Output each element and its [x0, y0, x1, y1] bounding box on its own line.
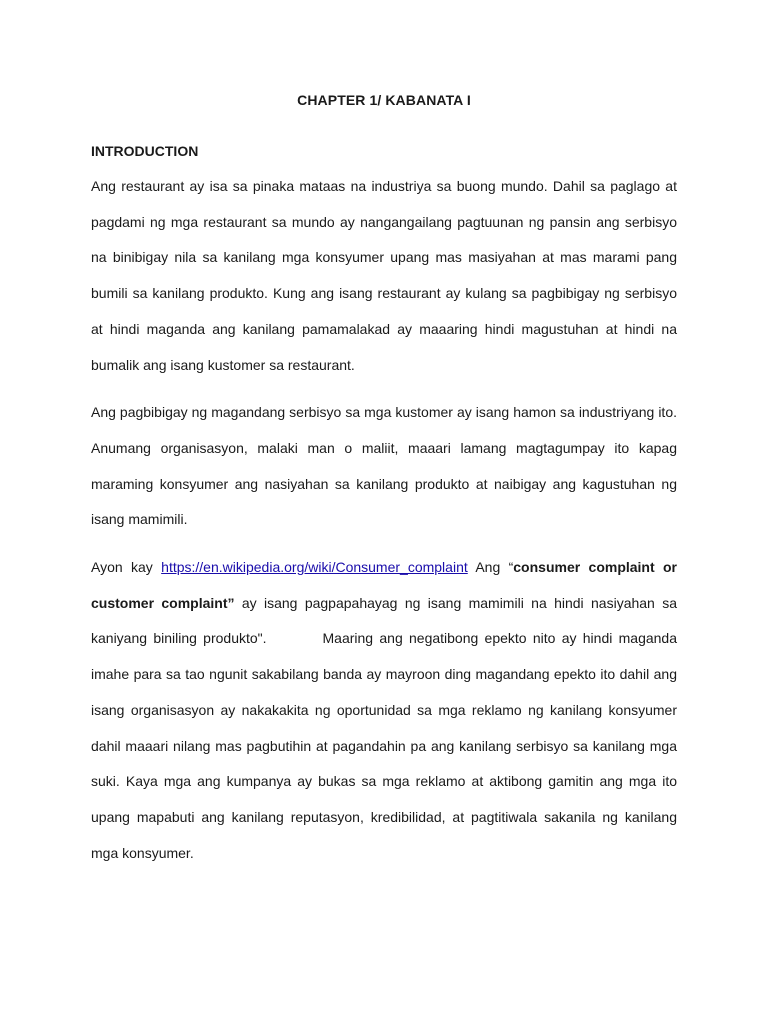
quote-open-text: Ang “ — [475, 559, 514, 576]
citation-intro-text: Ayon kay — [91, 559, 153, 576]
chapter-title: CHAPTER 1/ KABANATA I — [297, 92, 471, 108]
paragraph-consumer-complaint — [91, 550, 677, 871]
definition-text: ay isang pagpapahayag ng isang mamimili na hindi nasiyahan sa kaniyang biniling produkto". — [91, 594, 677, 647]
consumer-complaint-term: consumer complaint or customer complaint” — [91, 559, 677, 611]
complaint-effect-text: Maaring ang negatibong epekto nito ay hindi maganda imahe para sa tao ngunit sakabilang banda ay mayroon ding magandang epekto ito dahil ang isang organisasyon ay nakakakita ng oportunidad sa mga reklamo ng kanilang konsyumer dahil maaari nilang mas pagbutihin at pagandahin pa ang kanilang serbisyo sa kanilang mga suki. Kaya mga ang kumpanya ay bukas sa mga reklamo at aktibong gamitin ang mga ito upang mapabuti ang kanilang reputasyon, kredibilidad, at pagtitiwala sakanila ng kanilang mga konsyumer. — [91, 630, 677, 861]
paragraph-service-challenge: Ang pagbibigay ng magandang serbisyo sa mga kustomer ay isang hamon sa industriyang ito. Anumang organisasyon, malaki man o maliit, maaari lamang magtagumpay ito kapag maraming konsyumer ang nasiyahan sa kanilang produkto at naibigay ang kagustuhan ng isang mamimili. — [91, 404, 677, 528]
section-heading-introduction: INTRODUCTION — [91, 143, 199, 159]
wikipedia-consumer-complaint-link[interactable]: https://en.wikipedia.org/wiki/Consumer_complaint — [161, 559, 468, 576]
document-body — [91, 140, 677, 883]
paragraph-restaurant-industry: Ang restaurant ay isa sa pinaka mataas na industriya sa buong mundo. Dahil sa paglago at pagdami ng mga restaurant sa mundo ay nangangailang pagtuunan ng pansin ang serbisyo na binibigay nila sa kanilang mga konsyumer upang mas masiyahan at mas marami pang bumili sa kanilang produkto. Kung ang isang restaurant ay kulang sa pagbibigay ng serbisyo at hindi maganda ang kanilang pamamalakad ay maaaring hindi magustuhan at hindi na bumalik ang isang kustomer sa restaurant. — [91, 178, 677, 373]
